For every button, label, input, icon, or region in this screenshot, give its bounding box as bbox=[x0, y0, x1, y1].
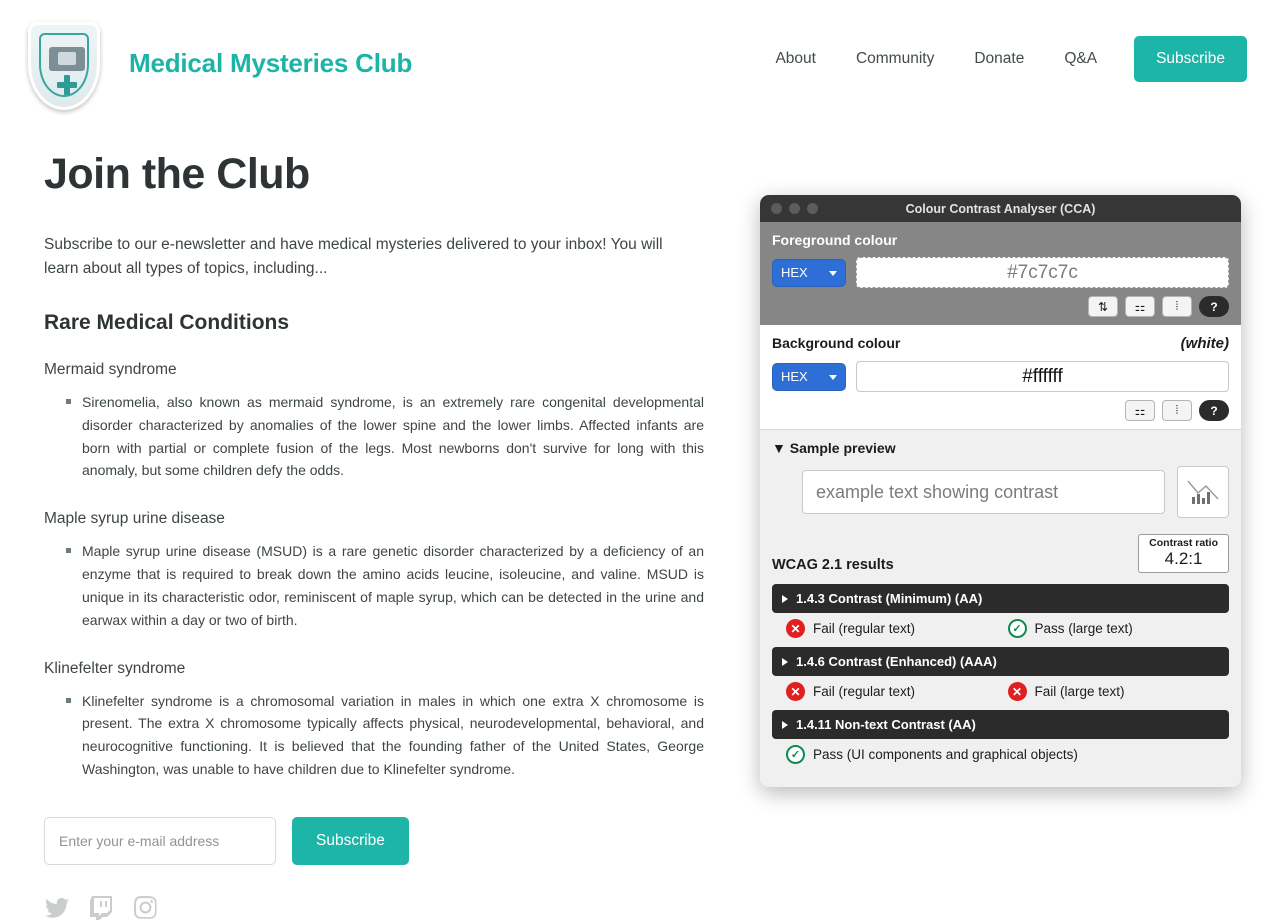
chevron-right-icon bbox=[782, 721, 788, 729]
result-item bbox=[786, 682, 1008, 701]
list-item: Maple syrup urine disease (MSUD) is a rare genetic disorder characterized by a deficiency of an enzyme that is required to break down the amino acids leucine, isoleucine, and valine. MSUD is unique in its characteristic odor, reminiscent of maple syrup, which can be detected in the urine and earwax within a day or two of birth. bbox=[66, 540, 704, 631]
instagram-icon[interactable] bbox=[132, 895, 158, 921]
nav-subscribe-button[interactable]: Subscribe bbox=[1134, 36, 1247, 82]
background-format-select[interactable] bbox=[772, 363, 846, 391]
list-item: Klinefelter syndrome is a chromosomal variation in males in which one extra X chromosome is present. The extra X chromosome typically affects physical, neurodevelopmental, behavioral, and neurocognitive functioning. It is believed that the founding father of the United States, George Washington, was unable to have children due to Klinefelter syndrome. bbox=[66, 690, 704, 781]
subscribe-button[interactable]: Subscribe bbox=[292, 817, 409, 865]
nav-qa[interactable]: Q&A bbox=[1064, 50, 1098, 67]
eyedropper-icon[interactable]: ⦙ bbox=[1162, 400, 1192, 421]
minimize-icon[interactable] bbox=[789, 203, 800, 214]
result-text: Pass (UI components and graphical objects) bbox=[813, 747, 1078, 762]
main-nav bbox=[775, 36, 1247, 82]
sample-preview-section bbox=[760, 429, 1241, 530]
eyedropper-icon[interactable]: ⦙ bbox=[1162, 296, 1192, 317]
page-intro: Subscribe to our e-newsletter and have medical mysteries delivered to your inbox! You will learn about all types of topics, including... bbox=[44, 236, 663, 278]
social-links bbox=[44, 895, 704, 921]
contrast-ratio-value: 4.2:1 bbox=[1164, 549, 1203, 568]
background-hex-input[interactable]: #ffffff bbox=[856, 361, 1229, 392]
foreground-hex-input[interactable]: #7c7c7c bbox=[856, 257, 1229, 288]
help-icon[interactable]: ? bbox=[1199, 400, 1229, 421]
sliders-icon[interactable]: ⚏ bbox=[1125, 296, 1155, 317]
fail-icon: ✕ bbox=[786, 619, 805, 638]
result-text: Fail (large text) bbox=[1034, 684, 1125, 699]
criterion-143-label: 1.4.3 Contrast (Minimum) (AA) bbox=[796, 591, 983, 606]
criterion-146-header[interactable] bbox=[772, 647, 1229, 676]
foreground-tools bbox=[772, 296, 1229, 317]
foreground-heading: Foreground colour bbox=[772, 232, 898, 248]
wcag-results-section bbox=[760, 530, 1241, 787]
pass-icon: ✓ bbox=[786, 745, 805, 764]
cca-window-title: Colour Contrast Analyser (CCA) bbox=[905, 201, 1096, 216]
result-text: Fail (regular text) bbox=[813, 684, 916, 699]
criterion-143-header[interactable] bbox=[772, 584, 1229, 613]
help-icon[interactable]: ? bbox=[1199, 296, 1229, 317]
contrast-ratio-box bbox=[1138, 534, 1229, 573]
logo[interactable] bbox=[28, 22, 104, 118]
main-content bbox=[44, 150, 704, 921]
twitter-icon[interactable] bbox=[44, 895, 70, 921]
contrast-ratio-label: Contrast ratio bbox=[1149, 537, 1218, 549]
cca-window bbox=[760, 195, 1241, 787]
maximize-icon[interactable] bbox=[807, 203, 818, 214]
site-header bbox=[0, 0, 1275, 124]
condition-list bbox=[44, 690, 704, 781]
sliders-icon[interactable]: ⚏ bbox=[1125, 400, 1155, 421]
nav-about[interactable]: About bbox=[775, 50, 816, 67]
swap-colours-icon[interactable]: ⇅ bbox=[1088, 296, 1118, 317]
brand-title: Medical Mysteries Club bbox=[129, 48, 413, 78]
pass-icon: ✓ bbox=[1008, 619, 1027, 638]
condition-title: Mermaid syndrome bbox=[44, 361, 177, 379]
email-field[interactable] bbox=[44, 817, 276, 865]
list-item: Sirenomelia, also known as mermaid syndrome, is an extremely rare congenital developmental disorder characterized by anomalies of the lower spine and the lower limbs. Affected infants are born with partial or complete fusion of the legs. Most newborns don't survive for long with this anomaly, but some children defy the odds. bbox=[66, 391, 704, 482]
result-item bbox=[1008, 619, 1230, 638]
chevron-right-icon bbox=[782, 595, 788, 603]
criterion-146-results bbox=[772, 682, 1229, 701]
condition-list bbox=[44, 391, 704, 482]
sample-image-icon bbox=[1177, 466, 1229, 518]
condition-title: Maple syrup urine disease bbox=[44, 510, 225, 528]
background-tools bbox=[772, 400, 1229, 421]
result-text: Pass (large text) bbox=[1034, 621, 1133, 636]
result-item bbox=[786, 619, 1008, 638]
signup-form bbox=[44, 817, 704, 865]
result-text: Fail (regular text) bbox=[813, 621, 916, 636]
criterion-1411-header[interactable] bbox=[772, 710, 1229, 739]
sample-preview-toggle[interactable]: ▼ Sample preview bbox=[772, 440, 896, 456]
fail-icon: ✕ bbox=[786, 682, 805, 701]
background-section bbox=[760, 325, 1241, 429]
sample-text: example text showing contrast bbox=[802, 470, 1165, 514]
criterion-143-results bbox=[772, 619, 1229, 638]
wcag-results-heading: WCAG 2.1 results bbox=[772, 557, 894, 573]
result-item bbox=[1008, 682, 1230, 701]
condition-list bbox=[44, 540, 704, 631]
background-note: (white) bbox=[1180, 335, 1229, 352]
section-title: Rare Medical Conditions bbox=[44, 311, 290, 335]
window-controls[interactable] bbox=[771, 203, 818, 214]
close-icon[interactable] bbox=[771, 203, 782, 214]
page-title: Join the Club bbox=[44, 150, 310, 198]
sample-preview-heading: Sample preview bbox=[789, 440, 896, 456]
twitch-icon[interactable] bbox=[88, 895, 114, 921]
background-heading: Background colour bbox=[772, 335, 901, 351]
nav-donate[interactable]: Donate bbox=[974, 50, 1025, 67]
criterion-146-label: 1.4.6 Contrast (Enhanced) (AAA) bbox=[796, 654, 997, 669]
foreground-section bbox=[760, 222, 1241, 325]
cca-titlebar[interactable] bbox=[760, 195, 1241, 222]
fail-icon: ✕ bbox=[1008, 682, 1027, 701]
result-item bbox=[786, 745, 1078, 764]
nav-community[interactable]: Community bbox=[855, 50, 935, 67]
criterion-1411-results bbox=[772, 745, 1229, 764]
medical-shield-logo-icon bbox=[28, 22, 100, 110]
condition-title: Klinefelter syndrome bbox=[44, 659, 186, 677]
chevron-right-icon bbox=[782, 658, 788, 666]
foreground-format-select[interactable] bbox=[772, 259, 846, 287]
criterion-1411-label: 1.4.11 Non-text Contrast (AA) bbox=[796, 717, 976, 732]
